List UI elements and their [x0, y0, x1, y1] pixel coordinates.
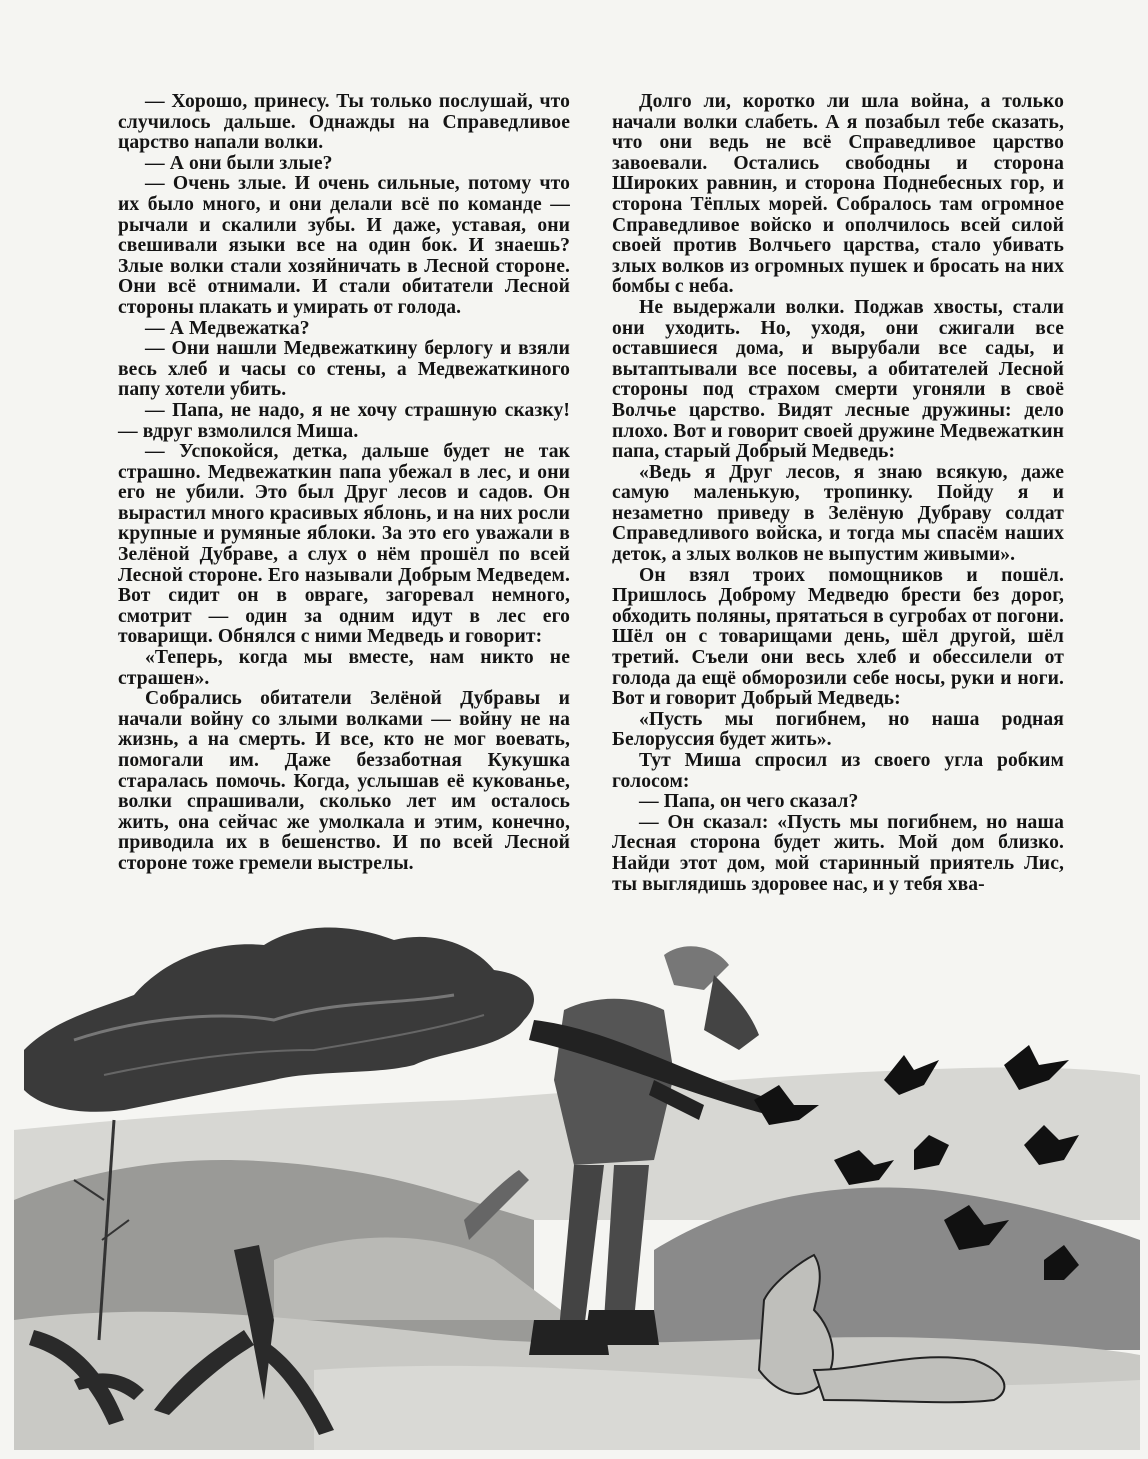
- paragraph: Тут Миша спросил из своего угла робким голосом:: [612, 750, 1064, 792]
- paragraph: — Успокойся, детка, дальше будет не так страшно. Медвежаткин папа убежал в лес, и они его не убили. Это был Друг лесов и садов. Он вырастил много красивых яблонь, и на них росли крупные и румяные яблоки. За это его уважали в Зелёной Дубраве, а слух о нём прошёл по всей Лесной стороне. Его называли Добрым Медведем. Вот сидит он в овраге, загоревал немного, смотрит — один за одним идут в лес его товарищи. Обнялся с ними Медведь и говорит:: [118, 441, 570, 648]
- paragraph: — Он сказал: «Пусть мы погибнем, но наша Лесная сторона будет жить. Мой дом близко. Найди этот дом, мой старинный приятель Лис, ты выглядишь здоровее нас, и у тебя хва-: [612, 811, 1064, 895]
- paragraph: «Ведь я Друг лесов, я знаю всякую, даже самую маленькую, тропинку. Пойду я и незаметно приведу в Зелёную Дубраву солдат Справедливого войска, и тогда мы спасём наших деток, а злых волков не выпустим живыми».: [612, 461, 1064, 566]
- wolf-soldier-illustration: [14, 900, 1140, 1450]
- paragraph: — А Медвежатка?: [145, 317, 310, 339]
- text-column-left: [118, 92, 570, 875]
- paragraph: Долго ли, коротко ли шла война, а только начали волки слабеть. А я позабыл тебе сказать, что они ведь не всё Справедливое царство завоевали. Остались свободны и сторона Широких равнин, и сторона Поднебесных гор, и сторона Тёплых морей. Собралось там огромное Справедливое войско и ополчилось всей силой своей против Волчьего царства, стало убивать злых волков из огромных пушек и бросать на них бомбы с неба.: [612, 91, 1064, 298]
- paragraph: Не выдержали волки. Поджав хвосты, стали они уходить. Но, уходя, они сжигали все оставшиеся дома, и вырубали все сады, и вытаптывали все посевы, а обитателей Лесной стороны под страхом смерти угоняли в своё Волчье царство. Видят лесные дружины: дело плохо. Вот и говорит своей дружине Медвежаткин папа, старый Добрый Медведь:: [612, 296, 1064, 463]
- paragraph: — Папа, не надо, я не хочу страшную сказку! — вдруг взмолился Миша.: [118, 399, 570, 442]
- paragraph: — А они были злые?: [145, 152, 333, 174]
- paragraph: Собрались обитатели Зелёной Дубравы и начали войну со злыми волками — войну не на жизнь, а на смерть. И все, кто не мог воевать, помогали им. Даже беззаботная Кукушка старалась помочь. Когда, услышав её кукованье, волки спрашивали, сколько лет им осталось жить, она сейчас же умолкала и этим, конечно, приводила их в бешенство. И по всей Лесной стороне тоже гремели выстрелы.: [118, 688, 570, 874]
- paragraph: «Пусть мы погибнем, но наша родная Белоруссия будет жить».: [612, 708, 1064, 751]
- paragraph: — Они нашли Медвежаткину берлогу и взяли весь хлеб и часы со стены, а Медвежаткиного папу хотели убить.: [118, 338, 570, 401]
- paragraph: — Хорошо, принесу. Ты только послушай, что случилось дальше. Однажды на Справедливое царство напали волки.: [118, 91, 570, 154]
- paragraph: — Очень злые. И очень сильные, потому что их было много, и они делали всё по команде — рычали и скалили зубы. И даже, уставая, они свешивали языки все на один бок. И знаешь? Злые волки стали хозяйничать в Лесной стороне. Они всё отнимали. И стали обитатели Лесной стороны плакать и умирать от голода.: [118, 173, 570, 318]
- paragraph: «Теперь, когда мы вместе, нам никто не страшен».: [118, 647, 570, 689]
- paragraph: Он взял троих помощников и пошёл. Пришлось Доброму Медведю брести без дорог, обходить поляны, прятаться в сугробах от погони. Шёл он с товарищами день, шёл другой, шёл третий. Съели они весь хлеб и обессилели от голода да ещё обморозили себе носы, руки и ноги. Вот и говорит Добрый Медведь:: [612, 564, 1064, 710]
- paragraph: — Папа, он чего сказал?: [639, 791, 859, 813]
- text-column-right: [612, 92, 1064, 895]
